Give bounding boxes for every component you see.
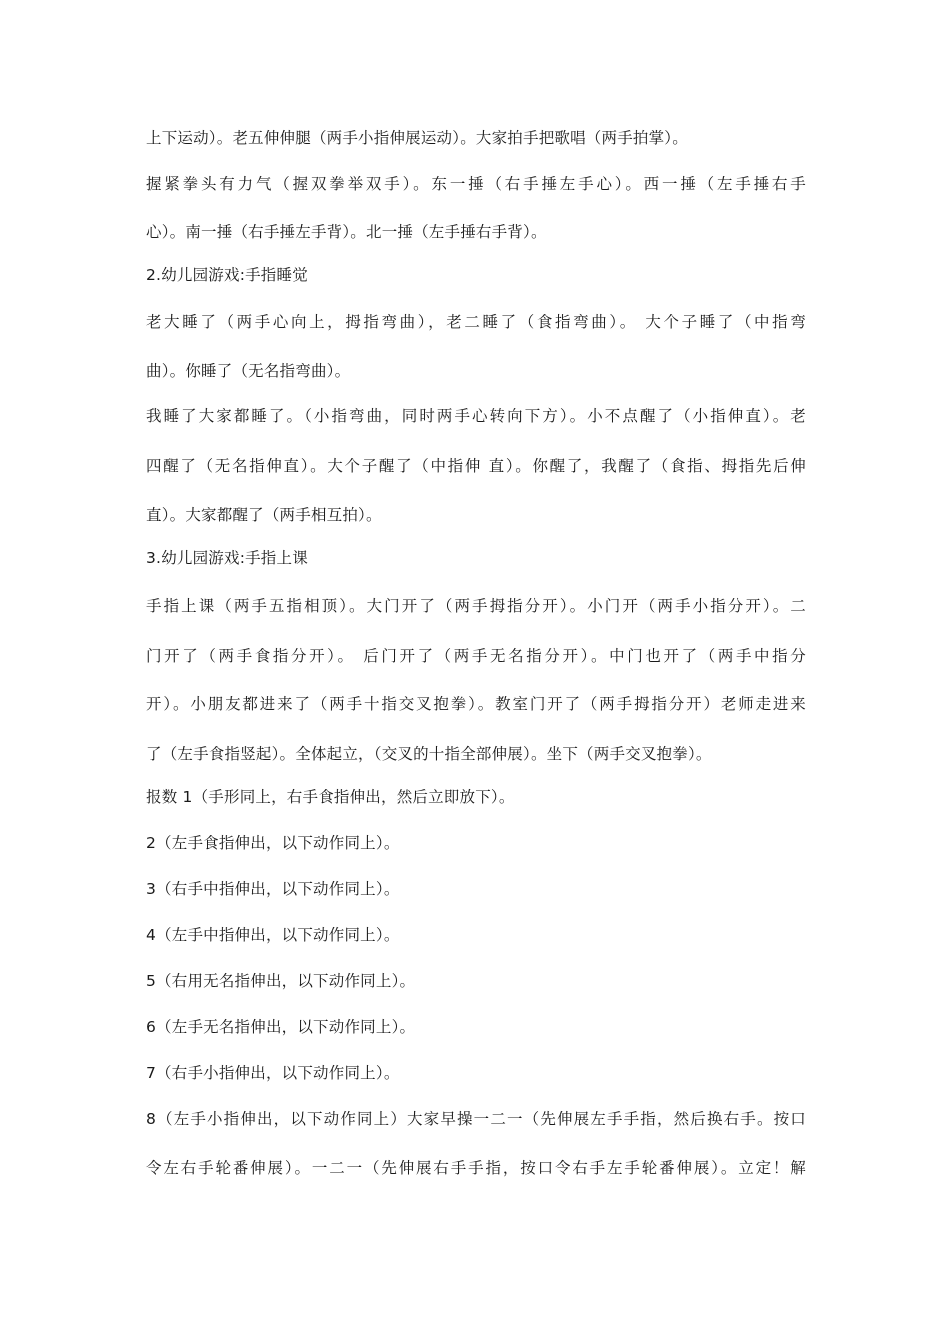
text-line: 2（左手食指伸出，以下动作同上）。 xyxy=(146,834,400,852)
text-line: 了（左手食指竖起）。全体起立，（交叉的十指全部伸展）。坐下（两手交叉抱拳）。 xyxy=(146,745,712,763)
section-heading: 3.幼儿园游戏:手指上课 xyxy=(146,549,308,567)
text-line: 4（左手中指伸出，以下动作同上）。 xyxy=(146,926,400,944)
text-line: 四醒了（无名指伸直）。大个子醒了（中指伸 直）。你醒了，我醒了（食指、拇指先后伸 xyxy=(146,457,806,475)
text-line: 上下运动）。老五伸伸腿（两手小指伸展运动）。大家拍手把歌唱（两手拍掌）。 xyxy=(146,129,688,147)
text-line: 手指上课（两手五指相顶）。大门开了（两手拇指分开）。小门开（两手小指分开）。二 xyxy=(146,597,806,615)
text-line: 7（右手小指伸出，以下动作同上）。 xyxy=(146,1064,400,1082)
text-line: 心）。南一捶（右手捶左手背）。北一捶（左手捶右手背）。 xyxy=(146,223,547,241)
text-line: 老大睡了（两手心向上，拇指弯曲），老二睡了（食指弯曲）。 大个子睡了（中指弯 xyxy=(146,313,806,331)
text-line: 开）。小朋友都进来了（两手十指交叉抱拳）。教室门开了（两手拇指分开）老师走进来 xyxy=(146,695,806,713)
text-line: 5（右用无名指伸出，以下动作同上）。 xyxy=(146,972,416,990)
text-line: 握紧拳头有力气（握双拳举双手）。东一捶（右手捶左手心）。西一捶（左手捶右手 xyxy=(146,175,806,193)
section-heading: 2.幼儿园游戏:手指睡觉 xyxy=(146,266,308,284)
text-line: 曲）。你睡了（无名指弯曲）。 xyxy=(146,362,351,380)
text-line: 我睡了大家都睡了。（小指弯曲，同时两手心转向下方）。小不点醒了（小指伸直）。老 xyxy=(146,407,806,425)
text-line: 8（左手小指伸出，以下动作同上）大家早操一二一（先伸展左手手指，然后换右手。按口 xyxy=(146,1110,806,1128)
text-line: 直）。大家都醒了（两手相互拍）。 xyxy=(146,506,382,524)
text-line: 3（右手中指伸出，以下动作同上）。 xyxy=(146,880,400,898)
text-line: 令左右手轮番伸展）。一二一（先伸展右手手指，按口令右手左手轮番伸展）。立定！解 xyxy=(146,1159,806,1177)
text-line: 报数 1（手形同上，右手食指伸出，然后立即放下）。 xyxy=(146,788,515,806)
text-line: 6（左手无名指伸出，以下动作同上）。 xyxy=(146,1018,416,1036)
text-line: 门开了（两手食指分开）。 后门开了（两手无名指分开）。中门也开了（两手中指分 xyxy=(146,647,806,665)
